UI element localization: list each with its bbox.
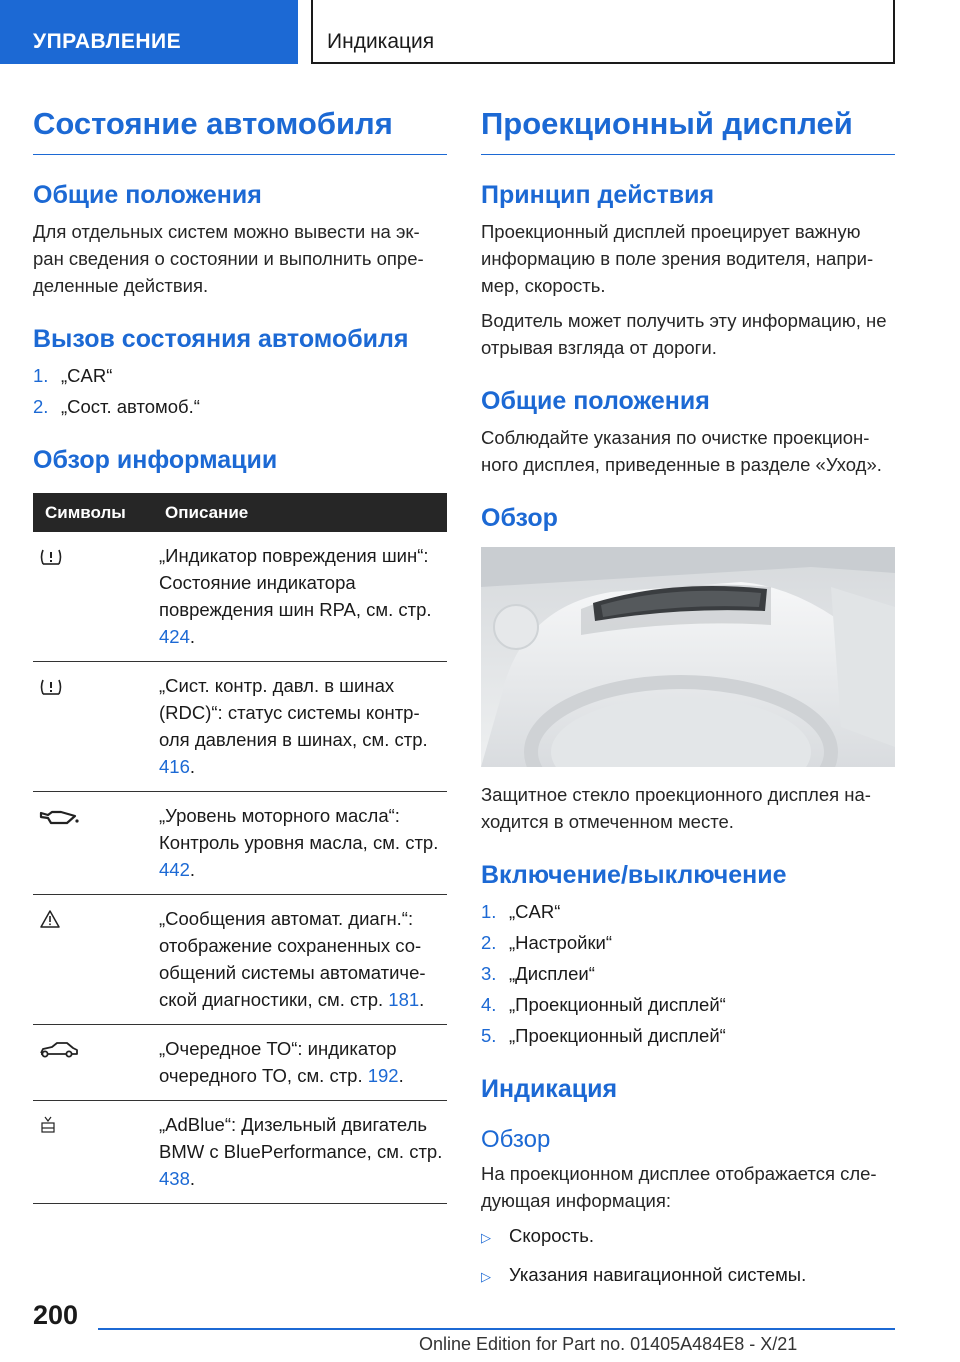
list-item: 1. „CAR“: [33, 365, 113, 386]
tire-pressure-warning-icon: [39, 549, 63, 570]
onoff-steps: [481, 898, 895, 1049]
warning-triangle-icon: [39, 912, 61, 933]
page-number: 200: [33, 1300, 79, 1330]
row-description: „Уровень моторного масла“: Контроль уровня масла, см. стр. 442.: [159, 792, 447, 895]
list-item: 2. „Сост. автомоб.“: [33, 396, 200, 417]
col-description: Описание: [159, 493, 447, 532]
list-item: ▷ Указания навигационной системы.: [481, 1261, 895, 1290]
heading-principle: Принцип действия: [481, 181, 715, 209]
page-title-head-up-display: Проекционный дисплей: [481, 106, 895, 155]
heading-general-hud: Общие положения: [481, 387, 710, 415]
left-column: [33, 100, 447, 1204]
table-row: [33, 532, 447, 662]
list-item: 1. „CAR“: [481, 901, 561, 922]
table-row: [33, 1025, 447, 1101]
footer-edition: Online Edition for Part no. 01405A484E8 - X/21: [419, 1334, 798, 1354]
heading-overview-hud: Обзор: [481, 504, 558, 532]
right-column: [481, 100, 895, 1300]
page-link[interactable]: 424: [159, 626, 190, 647]
page-link[interactable]: 438: [159, 1168, 190, 1189]
page-link[interactable]: 416: [159, 756, 190, 777]
list-item: 3. „Дисплеи“: [481, 963, 595, 984]
adblue-icon: [39, 1118, 57, 1139]
list-item: 4. „Проекционный дисплей“: [481, 994, 726, 1015]
general-text: Для отдельных систем можно вывести на эк-ран сведения о состоянии и выполнить опре-деленные действия.: [33, 221, 424, 296]
heading-general: Общие положения: [33, 181, 262, 209]
row-description: „Очередное ТО“: индикатор очередного ТО, см. стр. 192.: [159, 1025, 447, 1101]
principle-text-2: Водитель может получить эту информацию, не отрывая взгляда от дороги.: [481, 310, 887, 358]
tire-pressure-warning-icon: [39, 679, 63, 700]
heading-display: Индикация: [481, 1075, 618, 1103]
row-description: „AdBlue“: Дизельный двигатель BMW с BluePerformance, см. стр. 438.: [159, 1101, 447, 1204]
subsection-title: Индикация: [311, 0, 895, 64]
table-header-row: [33, 493, 447, 532]
table-row: [33, 792, 447, 895]
page-title-vehicle-status: Состояние автомобиля: [33, 106, 447, 155]
heading-on-off: Включение/выключение: [481, 861, 787, 889]
row-description: „Индикатор повреждения шин“: Состояние индикатора повреждения шин RPA, см. стр. 424.: [159, 532, 447, 662]
general-hud-text: Соблюдайте указания по очистке проекцион-ного дисплея, приведенные в разделе «Уход».: [481, 427, 882, 475]
page-link[interactable]: 192: [367, 1065, 399, 1086]
row-description: „Сообщения автомат. диагн.“: отображение сохраненных со-общений системы автоматиче-ской диагностики, см. стр. 181.: [159, 895, 447, 1025]
photo-caption: Защитное стекло проекционного дисплея на-ходится в отмеченном месте.: [481, 784, 871, 832]
row-description: „Сист. контр. давл. в шинах (RDC)“: статус системы контр-оля давления в шинах, см. стр. 416.: [159, 662, 447, 792]
list-item: ▷ Скорость.: [481, 1222, 895, 1251]
table-row: [33, 662, 447, 792]
list-item: 2. „Настройки“: [481, 932, 613, 953]
list-item: 5. „Проекционный дисплей“: [481, 1025, 726, 1046]
oil-can-icon: [39, 809, 79, 830]
subheading-overview: Обзор: [481, 1126, 551, 1153]
info-table: [33, 493, 447, 1204]
heading-call-status: Вызов состояния автомобиля: [33, 325, 409, 353]
call-steps: [33, 362, 447, 420]
heading-overview-info: Обзор информации: [33, 446, 278, 474]
table-row: [33, 895, 447, 1025]
display-text: На проекционном дисплее отображается сле-дующая информация:: [481, 1163, 877, 1211]
display-items: [481, 1222, 895, 1290]
hud-glass-photo: [481, 547, 895, 767]
table-row: [33, 1101, 447, 1204]
bullet-triangle-icon: ▷: [481, 1269, 491, 1284]
footer-divider: [98, 1328, 895, 1330]
car-service-icon: [39, 1042, 79, 1063]
principle-text-1: Проекционный дисплей проецирует важную информацию в поле зрения водителя, напри-мер, скорость.: [481, 221, 874, 296]
section-tab: УПРАВЛЕНИЕ: [0, 0, 298, 64]
bullet-triangle-icon: ▷: [481, 1230, 491, 1245]
page-link[interactable]: 442: [159, 859, 190, 880]
col-symbols: Символы: [33, 493, 159, 532]
page-link[interactable]: 181: [388, 989, 420, 1010]
